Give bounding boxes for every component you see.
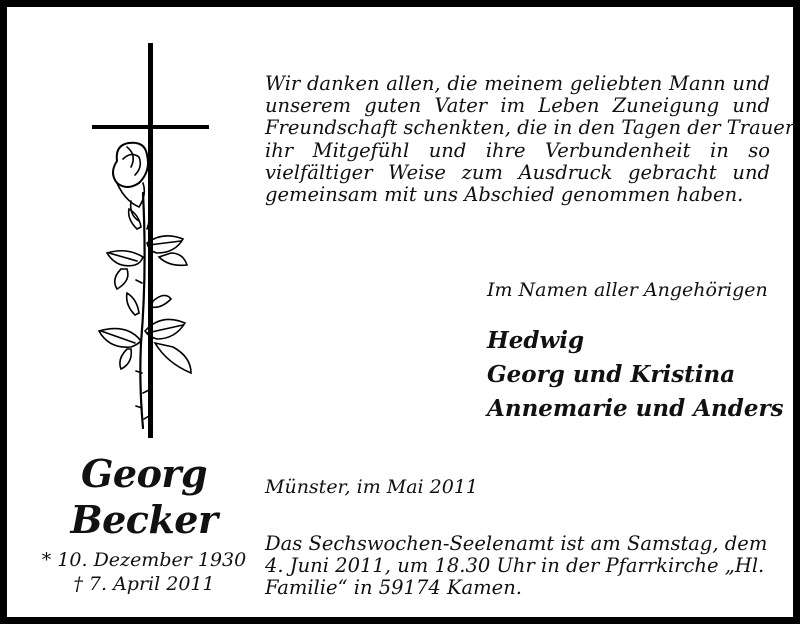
- mass-line: Das Sechswochen-Seelenamt ist am Samstag, dem: [265, 532, 768, 555]
- mass-line: 4. Juni 2011, um 18.30 Uhr in der Pfarrkirche „Hl.: [265, 554, 765, 578]
- thanks-line: Freundschaft schenkten, die in den Tagen der Trauer: [265, 116, 795, 140]
- deceased-name-block: [29, 451, 259, 543]
- rose-icon: [99, 143, 191, 428]
- thanks-line: gemeinsam mit uns Abschied genommen haben.: [265, 183, 744, 207]
- thanks-line: vielfältiger Weise zum Ausdruck gebracht und: [265, 160, 770, 184]
- survivor-name: Georg und Kristina: [487, 361, 736, 388]
- survivor-name: Annemarie und Anders: [487, 395, 784, 422]
- death-date: † 7. April 2011: [73, 573, 215, 595]
- thanks-line: ihr Mitgefühl und ihre Verbundenheit in so: [265, 138, 770, 162]
- place-date: Münster, im Mai 2011: [265, 476, 479, 498]
- thanks-paragraph: [265, 72, 795, 207]
- survivor-name: Hedwig: [487, 327, 585, 354]
- mass-line: Familie“ in 59174 Kamen.: [265, 576, 522, 600]
- survivors-list: [487, 324, 784, 426]
- birth-date: * 10. Dezember 1930: [41, 549, 247, 571]
- deceased-last-name: Becker: [70, 497, 218, 542]
- mass-notice: [265, 532, 768, 600]
- cross-rose-emblem: [87, 43, 217, 443]
- thanks-line: unserem guten Vater im Leben Zuneigung und: [265, 94, 770, 118]
- on-behalf-line: Im Namen aller Angehörigen: [487, 279, 768, 301]
- thanks-line: Wir danken allen, die meinem geliebten Mann und: [265, 72, 770, 95]
- life-dates: [29, 548, 259, 596]
- deceased-first-name: Georg: [80, 451, 208, 496]
